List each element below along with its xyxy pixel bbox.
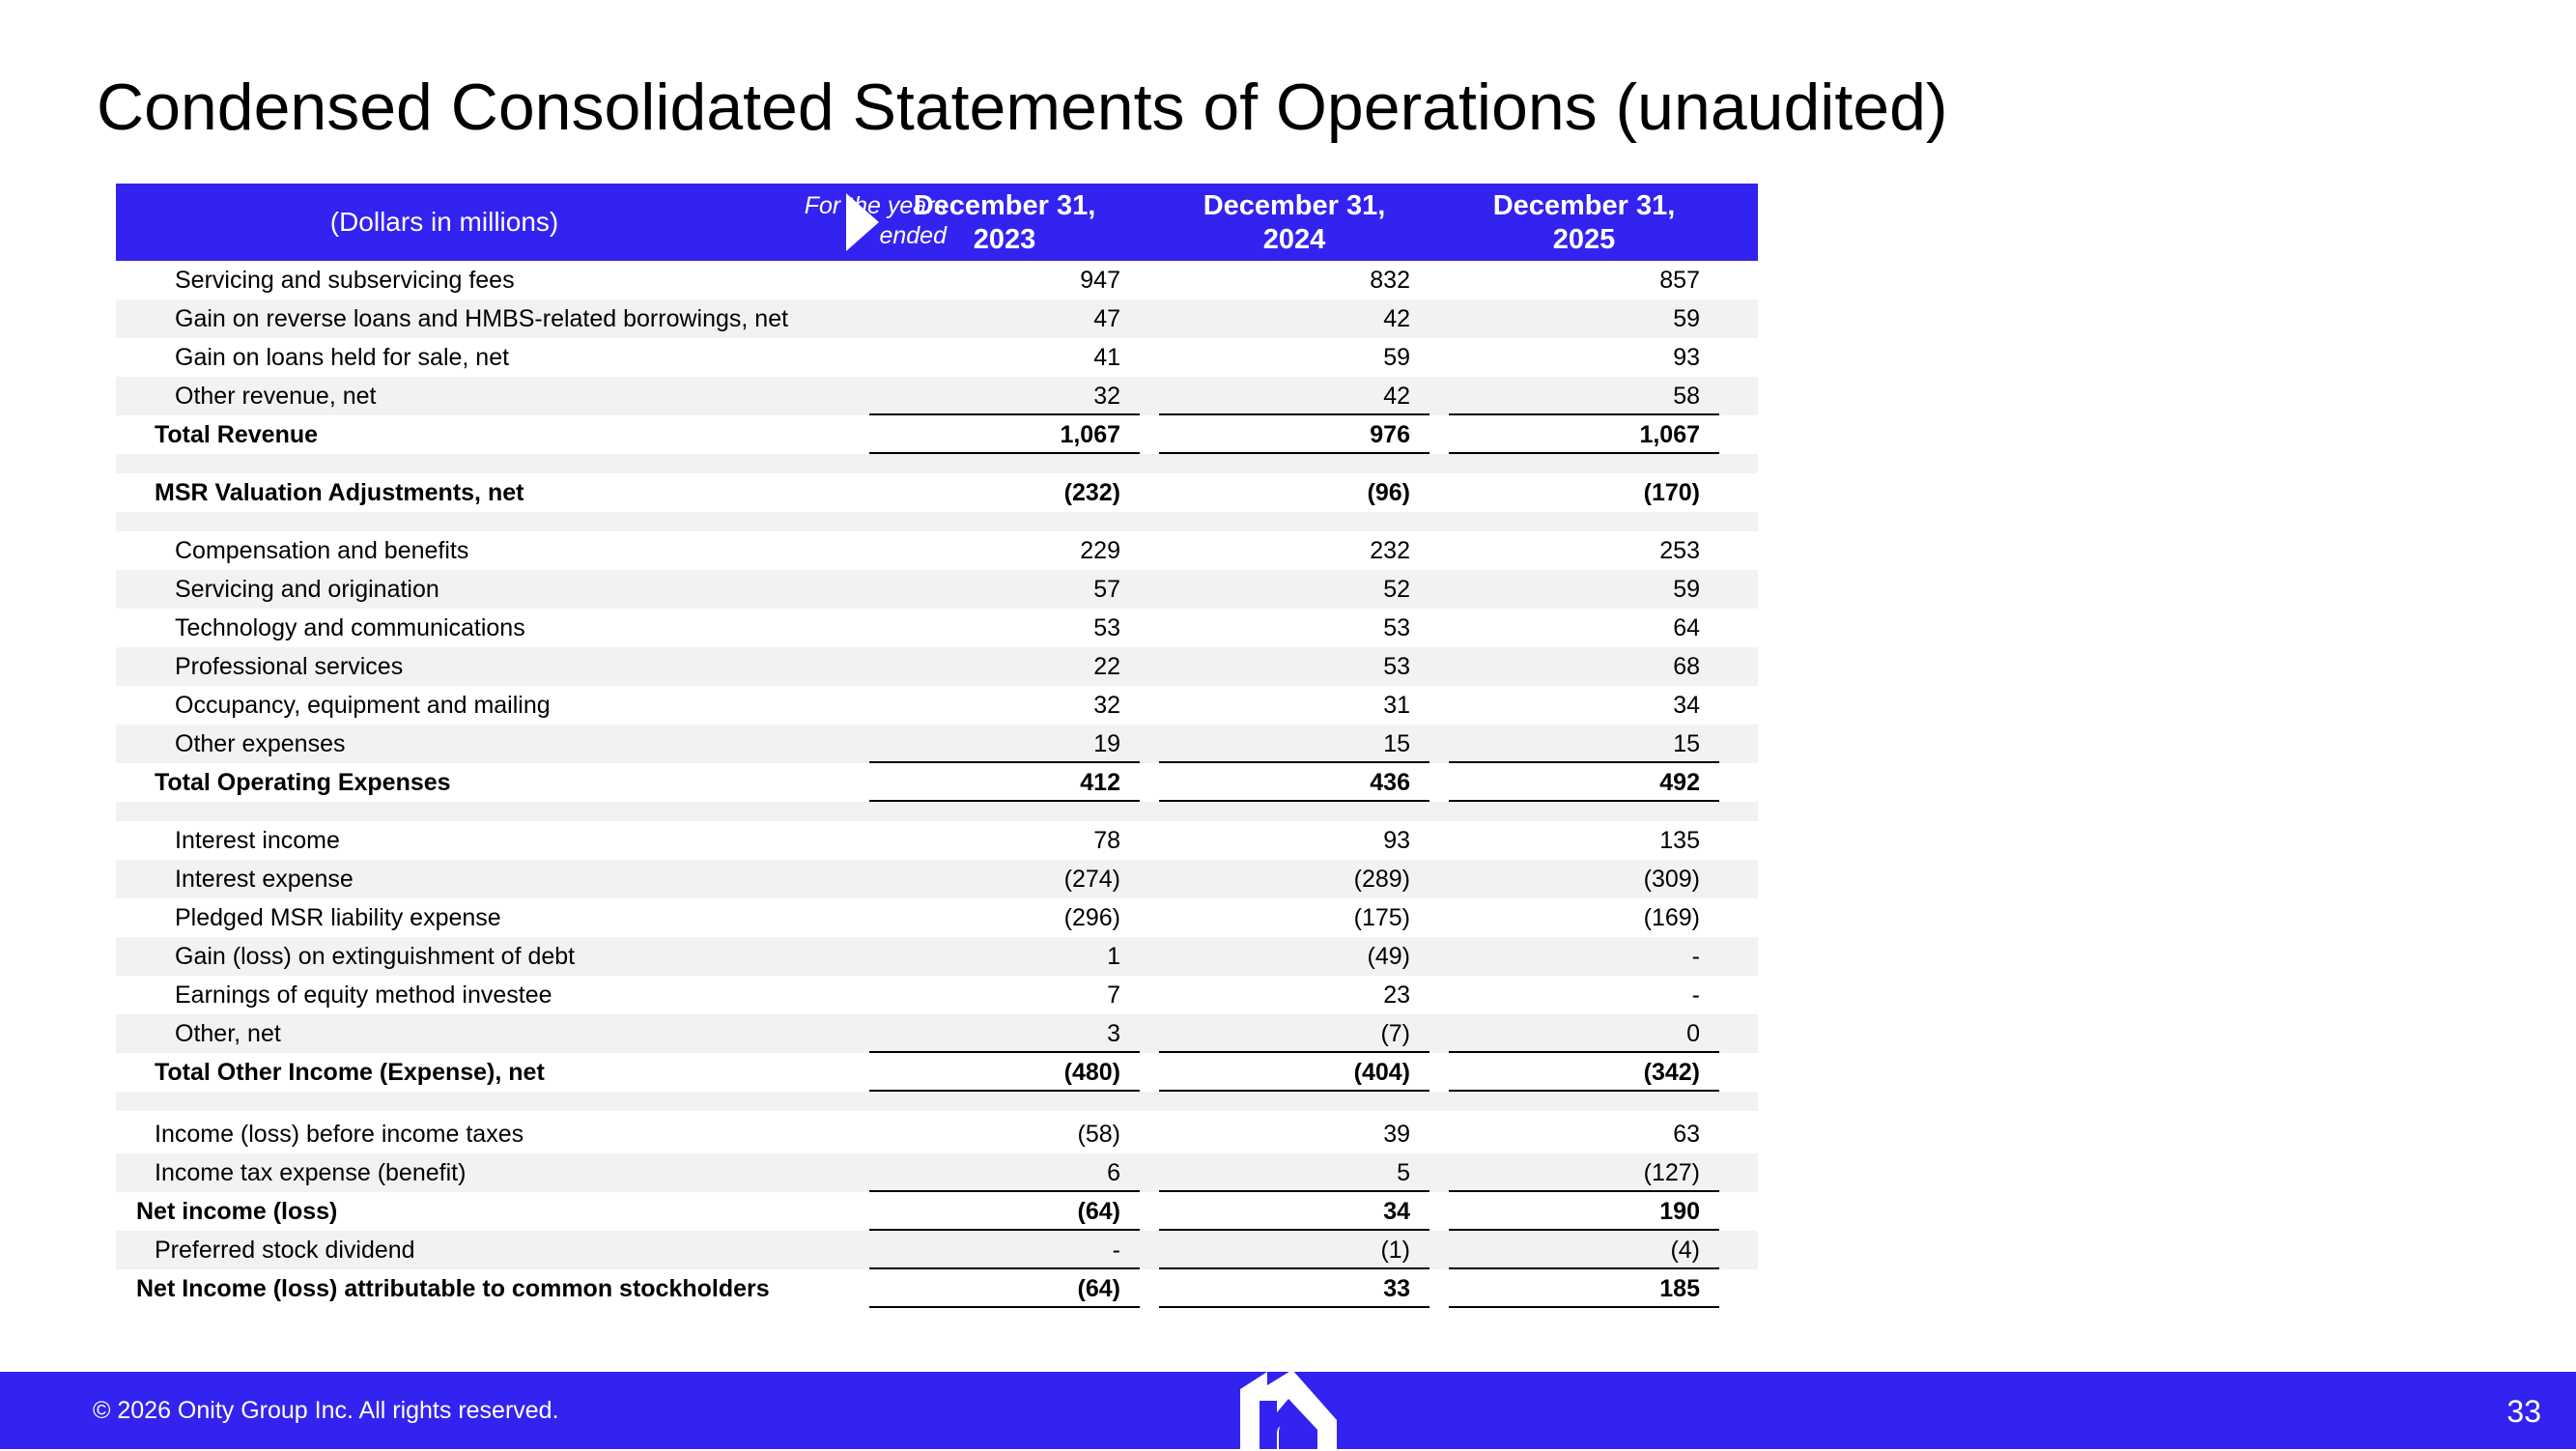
row-value: 3 (1107, 1020, 1120, 1047)
row-value: - (1112, 1237, 1120, 1264)
row-value: 31 (1383, 692, 1410, 719)
row-value: 58 (1673, 383, 1700, 410)
row-label: MSR Valuation Adjustments, net (155, 479, 524, 506)
total-row (116, 1192, 1758, 1231)
column-header-2024 (1159, 189, 1430, 257)
row-value: - (1691, 982, 1700, 1009)
period-line-1: For the years (804, 192, 947, 219)
row-value: 1,067 (1060, 421, 1120, 448)
table-row (116, 570, 1758, 609)
row-label: Pledged MSR liability expense (175, 904, 501, 931)
column-header-2025 (1449, 189, 1719, 257)
row-value: (58) (1077, 1121, 1120, 1148)
units-label: (Dollars in millions) (329, 207, 559, 237)
row-value: 947 (1080, 267, 1120, 294)
row-value: 47 (1093, 305, 1120, 332)
row-label: Income (loss) before income taxes (155, 1121, 524, 1148)
table-row (116, 1231, 1758, 1269)
row-value: 42 (1383, 383, 1410, 410)
row-value: 19 (1093, 730, 1120, 757)
row-label: Interest expense (175, 866, 354, 893)
row-value: 52 (1383, 576, 1410, 603)
table-row (116, 860, 1758, 898)
row-value: 39 (1383, 1121, 1410, 1148)
row-label: Other revenue, net (175, 383, 377, 410)
row-value: (64) (1077, 1275, 1120, 1302)
copyright: © 2026 Onity Group Inc. All rights reserved. (93, 1397, 559, 1424)
row-value: 78 (1093, 827, 1120, 854)
row-value: 15 (1673, 730, 1700, 757)
column-header-line-1: December 31, (1203, 190, 1386, 221)
onity-logo-icon (1240, 1370, 1337, 1449)
row-label: Other, net (175, 1020, 281, 1047)
column-header-line-2: 2025 (1552, 224, 1616, 255)
total-row (116, 415, 1758, 454)
table-row (116, 1111, 1758, 1153)
table-header (116, 184, 1758, 261)
row-value: 976 (1370, 421, 1410, 448)
total-row (116, 473, 1758, 512)
row-value: 412 (1080, 769, 1120, 796)
row-value: 436 (1370, 769, 1410, 796)
table-row (116, 898, 1758, 937)
row-value: (175) (1353, 904, 1410, 931)
column-header-line-1: December 31, (1492, 190, 1676, 221)
table-row (116, 261, 1758, 299)
row-value: (404) (1353, 1059, 1410, 1086)
row-label: Compensation and benefits (175, 537, 469, 564)
row-label: Technology and communications (175, 614, 525, 641)
table-row (116, 299, 1758, 338)
row-value: (1) (1380, 1237, 1410, 1264)
spacer-row (116, 802, 1758, 821)
row-value: (342) (1643, 1059, 1700, 1086)
row-value: 23 (1383, 982, 1410, 1009)
column-header-2023 (869, 189, 1140, 257)
row-label: Occupancy, equipment and mailing (175, 692, 551, 719)
total-row (116, 763, 1758, 802)
row-value: 93 (1673, 344, 1700, 371)
row-value: (232) (1063, 479, 1120, 506)
row-value: (309) (1643, 866, 1700, 893)
row-label: Net Income (loss) attributable to common stockholders (136, 1275, 770, 1302)
row-value: 0 (1686, 1020, 1700, 1047)
column-header-line-2: 2023 (973, 224, 1036, 255)
table-body (116, 261, 1758, 1308)
row-value: 68 (1673, 653, 1700, 680)
row-value: (49) (1367, 943, 1410, 970)
row-label: Preferred stock dividend (155, 1237, 415, 1264)
spacer-row (116, 512, 1758, 531)
row-value: 63 (1673, 1121, 1700, 1148)
row-label: Earnings of equity method investee (175, 982, 552, 1009)
row-value: 492 (1659, 769, 1700, 796)
row-label: Total Revenue (155, 421, 319, 448)
row-label: Servicing and origination (175, 576, 439, 603)
row-value: 22 (1093, 653, 1120, 680)
row-value: 15 (1383, 730, 1410, 757)
row-value: (296) (1063, 904, 1120, 931)
row-label: Interest income (175, 827, 340, 854)
underline-rule (1159, 1306, 1430, 1308)
table-row (116, 1153, 1758, 1192)
row-value: 32 (1093, 692, 1120, 719)
total-row (116, 1269, 1758, 1308)
row-value: 6 (1107, 1159, 1120, 1186)
underline-rule (1449, 1306, 1719, 1308)
table-row (116, 976, 1758, 1014)
row-value: (480) (1063, 1059, 1120, 1086)
column-header-line-1: December 31, (913, 190, 1096, 221)
row-value: (4) (1670, 1237, 1700, 1264)
row-label: Professional services (175, 653, 404, 680)
row-value: 1,067 (1639, 421, 1700, 448)
row-value: (170) (1643, 479, 1700, 506)
row-label: Total Other Income (Expense), net (155, 1059, 545, 1086)
row-value: 57 (1093, 576, 1120, 603)
row-label: Gain on loans held for sale, net (175, 344, 510, 371)
row-label: Net income (loss) (136, 1198, 338, 1225)
row-value: (64) (1077, 1198, 1120, 1225)
row-label: Servicing and subservicing fees (175, 267, 515, 294)
row-label: Total Operating Expenses (155, 769, 451, 796)
spacer-row (116, 454, 1758, 473)
table-row (116, 725, 1758, 763)
statement-table (116, 184, 1758, 1308)
row-value: 41 (1093, 344, 1120, 371)
table-row (116, 531, 1758, 570)
row-value: (274) (1063, 866, 1120, 893)
row-value: 53 (1093, 614, 1120, 641)
row-value: 53 (1383, 614, 1410, 641)
row-value: 32 (1093, 383, 1120, 410)
table-row (116, 609, 1758, 647)
row-value: 33 (1383, 1275, 1410, 1302)
row-value: 232 (1370, 537, 1410, 564)
table-row (116, 821, 1758, 860)
row-value: 229 (1080, 537, 1120, 564)
row-value: (289) (1353, 866, 1410, 893)
row-value: 53 (1383, 653, 1410, 680)
table-row (116, 937, 1758, 976)
spacer-row (116, 1092, 1758, 1111)
row-value: (7) (1380, 1020, 1410, 1047)
row-value: 253 (1659, 537, 1700, 564)
row-value: - (1691, 943, 1700, 970)
row-label: Other expenses (175, 730, 346, 757)
page-number: 33 (2506, 1394, 2541, 1429)
row-value: 42 (1383, 305, 1410, 332)
table-row (116, 686, 1758, 725)
total-row (116, 1053, 1758, 1092)
row-value: 59 (1673, 305, 1700, 332)
row-value: 59 (1383, 344, 1410, 371)
row-value: 59 (1673, 576, 1700, 603)
row-value: 34 (1383, 1198, 1410, 1225)
page-title: Condensed Consolidated Statements of Operations (unaudited) (97, 71, 1948, 144)
row-value: (169) (1643, 904, 1700, 931)
row-value: 857 (1659, 267, 1700, 294)
row-label: Gain (loss) on extinguishment of debt (175, 943, 576, 970)
row-value: (96) (1367, 479, 1410, 506)
period-line-2: ended (879, 222, 947, 249)
row-value: 5 (1397, 1159, 1410, 1186)
table-row (116, 338, 1758, 377)
row-value: 34 (1673, 692, 1700, 719)
row-label: Income tax expense (benefit) (155, 1159, 467, 1186)
row-value: 1 (1107, 943, 1120, 970)
row-value: 93 (1383, 827, 1410, 854)
table-row (116, 377, 1758, 415)
underline-rule (869, 1306, 1140, 1308)
row-value: 135 (1659, 827, 1700, 854)
row-value: 832 (1370, 267, 1410, 294)
row-value: 190 (1659, 1198, 1700, 1225)
table-row (116, 647, 1758, 686)
row-value: 185 (1659, 1275, 1700, 1302)
row-value: 7 (1107, 982, 1120, 1009)
column-header-line-2: 2024 (1262, 224, 1326, 255)
table-row (116, 1014, 1758, 1053)
row-value: 64 (1673, 614, 1700, 641)
row-value: (127) (1643, 1159, 1700, 1186)
row-label: Gain on reverse loans and HMBS-related borrowings, net (175, 305, 789, 332)
